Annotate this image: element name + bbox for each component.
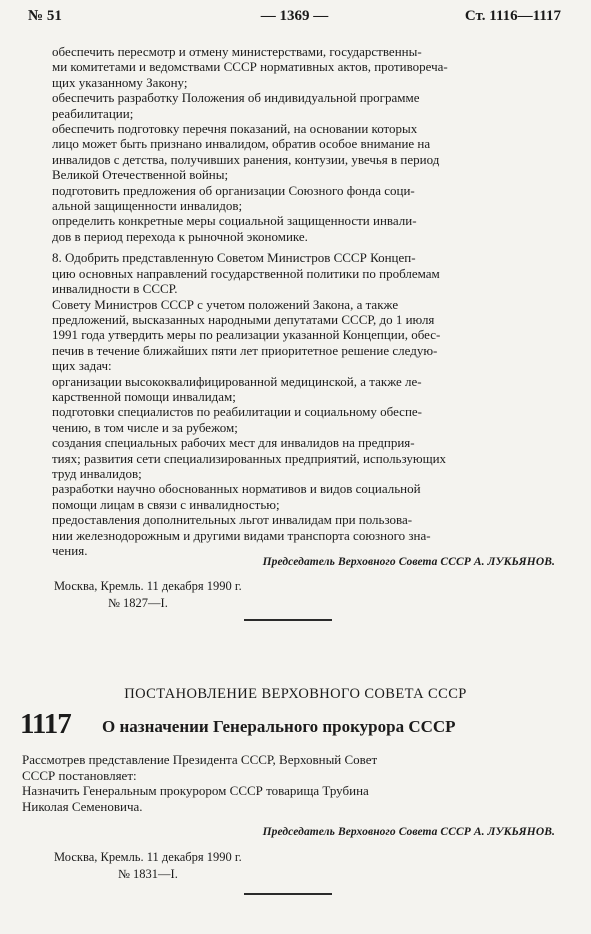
- page-header: [28, 8, 561, 30]
- text-line: реабилитации;: [52, 105, 134, 121]
- text-line: помощи лицам в связи с инвалидностью;: [52, 496, 280, 512]
- text-line: обеспечить пересмотр и отмену министерствами, государственны-: [52, 44, 422, 59]
- text-line: обеспечить разработку Положения об индивидуальной программе: [52, 90, 420, 106]
- text-line: организации высококвалифицированной медицинской, а также ле-: [52, 373, 422, 389]
- separator-rule: [244, 619, 332, 621]
- text-line: печив в течение ближайших пяти лет приоритетное решение следую-: [52, 342, 438, 358]
- text-line: подготовить предложения об организации Союзного фонда соци-: [52, 182, 415, 198]
- act-title: О назначении Генерального прокурора СССР: [102, 717, 456, 736]
- text-line: предоставления дополнительных льгот инвалидам при пользова-: [52, 512, 413, 528]
- text-line: предложений, высказанных народными депутатами СССР, до 1 июля: [52, 311, 435, 327]
- text-line: дов в период перехода к рыночной экономике.: [52, 228, 308, 244]
- text-line: создания специальных рабочих мест для инвалидов на предприя-: [52, 435, 415, 451]
- place-date-1117: Москва, Кремль. 11 декабря 1990 г.: [54, 850, 242, 864]
- act-heading: [20, 708, 580, 744]
- text-line: альной защищенности инвалидов;: [52, 198, 243, 214]
- text-line: труд инвалидов;: [52, 465, 142, 481]
- separator-rule-bottom: [244, 893, 332, 895]
- text-line: Рассмотрев представление Президента СССР, Верховный Совет: [22, 752, 378, 767]
- text-line: СССР постановляет:: [22, 767, 137, 783]
- text-line: ми комитетами и ведомствами СССР нормативных актов, противореча-: [52, 59, 448, 75]
- text-line: обеспечить подготовку перечня показаний, на основании которых: [52, 121, 418, 137]
- text-line: чению, в том числе и за рубежом;: [52, 419, 238, 435]
- signature-line-1116: Председатель Верховного Совета СССР А. ЛУКЬЯНОВ.: [262, 556, 555, 568]
- resolution-1116-text: [52, 44, 556, 558]
- registration-number-1116: № 1827—I.: [108, 596, 168, 610]
- text-line: 8. Одобрить представленную Советом Министров СССР Концеп-: [52, 250, 416, 266]
- place-date-1116: Москва, Кремль. 11 декабря 1990 г.: [54, 579, 242, 593]
- text-line: инвалидности в СССР.: [52, 281, 178, 297]
- text-line: Назначить Генеральным прокурором СССР товарища Трубина: [22, 783, 369, 799]
- text-line: определить конкретные меры социальной защищенности инвали-: [52, 213, 417, 229]
- text-line: Николая Семеновича.: [22, 798, 143, 814]
- text-line: цию основных направлений государственной политики по проблемам: [52, 265, 440, 281]
- page-number: — 1369 —: [260, 8, 329, 24]
- issue-number: № 51: [28, 8, 62, 24]
- text-line: нии железнодорожным и другими видами транспорта союзного зна-: [52, 527, 431, 543]
- resolution-1117-text: [22, 752, 556, 814]
- section-title: ПОСТАНОВЛЕНИЕ ВЕРХОВНОГО СОВЕТА СССР: [124, 686, 467, 702]
- act-number: 1117: [20, 708, 71, 740]
- text-line: Великой Отечественной войны;: [52, 167, 229, 183]
- text-line: карственной помощи инвалидам;: [52, 388, 236, 404]
- text-line: инвалидов с детства, получивших ранения, контузии, увечья в период: [52, 151, 440, 167]
- text-line: чения.: [52, 543, 88, 558]
- article-range: Ст. 1116—1117: [464, 8, 561, 24]
- text-line: тиях; развития сети специализированных предприятий, использующих: [52, 450, 447, 466]
- text-line: щих указанному Закону;: [52, 74, 188, 90]
- text-line: разработки научно обоснованных нормативов и видов социальной: [52, 481, 421, 497]
- text-line: щих задач:: [52, 358, 112, 374]
- signature-line-1117: Председатель Верховного Совета СССР А. ЛУКЬЯНОВ.: [262, 826, 555, 838]
- text-line: лицо может быть признано инвалидом, обратив особое внимание на: [52, 136, 431, 152]
- registration-number-1117: № 1831—I.: [118, 867, 178, 881]
- text-line: подготовки специалистов по реабилитации и социальному обеспе-: [52, 404, 423, 420]
- text-line: Совету Министров СССР с учетом положений Закона, а также: [52, 296, 399, 312]
- text-line: 1991 года утвердить меры по реализации указанной Концепции, обес-: [52, 327, 441, 343]
